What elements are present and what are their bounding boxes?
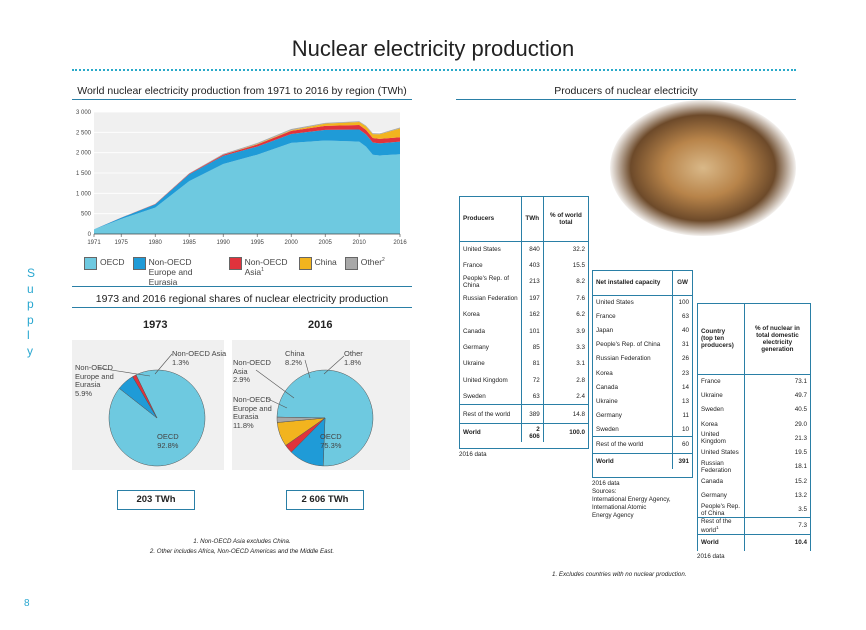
table-rest-row bbox=[698, 517, 810, 534]
table-row bbox=[460, 356, 588, 372]
table-cell: Ukraine bbox=[596, 397, 618, 405]
table-header-row bbox=[460, 197, 588, 241]
legend-item bbox=[345, 257, 385, 287]
table-cell: United States bbox=[701, 449, 739, 457]
t3-note: 2016 data bbox=[697, 553, 725, 560]
page-number: 8 bbox=[24, 598, 30, 609]
table-cell: 2 606 bbox=[521, 423, 543, 441]
table-cell: Korea bbox=[596, 369, 613, 377]
legend-swatch bbox=[299, 257, 312, 270]
legend-label: Other$^2$ bbox=[360, 257, 385, 267]
table-row bbox=[460, 307, 588, 323]
table-cell: United States bbox=[596, 298, 634, 306]
table-share bbox=[697, 303, 811, 551]
legend-swatch bbox=[133, 257, 146, 270]
y-tick-label: 1 000 bbox=[75, 191, 91, 198]
x-tick-label: 1975 bbox=[114, 240, 128, 246]
table-cell: 100 bbox=[673, 295, 692, 309]
pie1-total: 203 TWh bbox=[117, 490, 195, 510]
table-row bbox=[698, 417, 810, 431]
legend-swatch bbox=[345, 257, 358, 270]
table-cell: 162 bbox=[521, 307, 543, 323]
table-cell: Sweden bbox=[463, 392, 486, 400]
legend-swatch bbox=[229, 257, 242, 270]
table-cell: 72 bbox=[521, 372, 543, 388]
table-row bbox=[460, 274, 588, 290]
table-world-row bbox=[698, 534, 810, 550]
table-row bbox=[460, 323, 588, 339]
legend-item bbox=[229, 257, 291, 287]
table-cell: 7.3 bbox=[744, 517, 810, 534]
pie2-label-other: Other 1.8% bbox=[344, 349, 363, 367]
table-cell: Russian Federation bbox=[463, 294, 518, 302]
x-tick-label: 2010 bbox=[352, 240, 366, 246]
table-row bbox=[593, 366, 692, 380]
x-tick-label: 1971 bbox=[87, 240, 101, 246]
pie-note-2: 2. Other includes Africa, Non-OECD Americas and the Middle East. bbox=[149, 548, 335, 555]
table-cell: Rest of the world bbox=[593, 437, 673, 453]
table-cell: 3.1 bbox=[543, 356, 588, 372]
table-cell: 63 bbox=[673, 309, 692, 323]
legend-item bbox=[299, 257, 337, 287]
table-row bbox=[460, 372, 588, 388]
side-label-letter: p bbox=[27, 297, 34, 311]
table-world-row bbox=[593, 453, 692, 469]
table-cell: Ukraine bbox=[463, 360, 485, 368]
table-row bbox=[593, 423, 692, 437]
table-row bbox=[698, 374, 810, 388]
table-cell: Canada bbox=[701, 477, 724, 485]
pie2-label-asia: Non-OECD Asia 2.9% bbox=[233, 358, 271, 384]
table-cell: Canada bbox=[596, 383, 619, 391]
table-header-cell: TWh bbox=[521, 197, 543, 241]
table-cell: 11 bbox=[673, 409, 692, 423]
table-row bbox=[460, 339, 588, 355]
table-cell: 10 bbox=[673, 423, 692, 437]
table-row bbox=[593, 323, 692, 337]
table-cell: People's Rep. of China bbox=[463, 274, 510, 289]
pie1-label-asia: Non-OECD Asia 1.3% bbox=[172, 349, 227, 367]
table-cell: 391 bbox=[673, 453, 692, 469]
table-cell: Germany bbox=[701, 492, 727, 500]
table-row bbox=[593, 380, 692, 394]
table-cell: World bbox=[460, 423, 521, 441]
table-cell: 7.6 bbox=[543, 290, 588, 306]
table-header-row bbox=[698, 304, 810, 374]
table-cell: Korea bbox=[463, 311, 480, 319]
x-tick-label: 1980 bbox=[148, 240, 162, 246]
pie-section-title-rule bbox=[72, 307, 412, 308]
table-header-cell: GW bbox=[673, 271, 692, 295]
table-cell: Japan bbox=[596, 326, 614, 334]
table-cell: Germany bbox=[463, 344, 489, 352]
table-header-cell: % of nuclear in total domestic electricity generation bbox=[744, 304, 810, 374]
x-tick-label: 2005 bbox=[318, 240, 332, 246]
chandelier-photo bbox=[610, 100, 796, 236]
table-header-row bbox=[593, 271, 692, 295]
table-cell: 19.5 bbox=[744, 445, 810, 459]
table-row bbox=[593, 309, 692, 323]
table-cell: 81 bbox=[521, 356, 543, 372]
table-cell: 13 bbox=[673, 394, 692, 408]
table-cell: 13.2 bbox=[744, 488, 810, 502]
table-cell: 18.1 bbox=[744, 460, 810, 474]
table-cell: 14.8 bbox=[543, 405, 588, 423]
y-tick-label: 500 bbox=[80, 211, 91, 218]
area-chart-title-rule bbox=[72, 99, 412, 100]
legend-item bbox=[133, 257, 221, 287]
table-header-cell: Country (top ten producers) bbox=[698, 304, 744, 374]
table-cell: 213 bbox=[521, 274, 543, 290]
table-rest-row bbox=[460, 405, 588, 423]
table-cell: United Kingdom bbox=[463, 376, 508, 384]
table-cell: World bbox=[593, 453, 673, 469]
y-tick-label: 2 500 bbox=[75, 130, 91, 137]
table-cell: 10.4 bbox=[744, 534, 810, 550]
table-row bbox=[460, 257, 588, 273]
table-cell: Sweden bbox=[701, 406, 724, 414]
table-cell: Sweden bbox=[596, 426, 619, 434]
side-label-letter: l bbox=[27, 328, 30, 342]
legend-label: China bbox=[314, 257, 337, 267]
y-tick-label: 0 bbox=[87, 232, 91, 238]
table-cell: Rest of the world$^1$ bbox=[698, 517, 744, 534]
producers-title-rule bbox=[456, 99, 796, 100]
pie-note-1: 1. Non-OECD Asia excludes China. bbox=[193, 538, 291, 545]
legend-swatch bbox=[84, 257, 97, 270]
y-tick-label: 3 000 bbox=[75, 110, 91, 116]
table-cell: 32.2 bbox=[543, 241, 588, 257]
area-chart bbox=[72, 104, 412, 254]
table-producers bbox=[459, 196, 589, 449]
pie2-total: 2 606 TWh bbox=[286, 490, 364, 510]
table-row bbox=[698, 474, 810, 488]
table-cell: 40 bbox=[673, 323, 692, 337]
table-cell: 49.7 bbox=[744, 388, 810, 402]
table-cell: 101 bbox=[521, 323, 543, 339]
table-rest-row bbox=[593, 437, 692, 453]
table-cell: 23 bbox=[673, 366, 692, 380]
table-cell: France bbox=[701, 377, 721, 385]
y-tick-label: 1 500 bbox=[75, 171, 91, 177]
x-tick-label: 2016 bbox=[393, 240, 407, 246]
table-row bbox=[698, 431, 810, 445]
table-cell: 2.4 bbox=[543, 389, 588, 405]
table-header-cell: Net installed capacity bbox=[593, 271, 673, 295]
table-cell: 15.2 bbox=[744, 474, 810, 488]
t1-note: 2016 data bbox=[459, 451, 487, 458]
table-cell: 73.1 bbox=[744, 374, 810, 388]
table-cell: 2.8 bbox=[543, 372, 588, 388]
table-cell: 63 bbox=[521, 389, 543, 405]
pie-year-1973: 1973 bbox=[143, 319, 168, 331]
table-row bbox=[593, 409, 692, 423]
table-cell: World bbox=[698, 534, 744, 550]
side-label-letter: p bbox=[27, 312, 34, 327]
table-row bbox=[460, 290, 588, 306]
table-cell: 8.2 bbox=[543, 274, 588, 290]
page-title: Nuclear electricity production bbox=[291, 36, 575, 61]
title-divider bbox=[72, 69, 796, 71]
x-tick-label: 1985 bbox=[182, 240, 196, 246]
table-world-row bbox=[460, 423, 588, 441]
table-header-cell: % of world total bbox=[543, 197, 588, 241]
table-cell: Russian Federation bbox=[596, 355, 651, 363]
table-cell: France bbox=[463, 262, 483, 270]
legend-label: Non-OECD Asia$^1$ bbox=[244, 257, 288, 277]
pie1-label-oecd: OECD 92.8% bbox=[157, 432, 179, 450]
table-row bbox=[460, 241, 588, 257]
legend-item bbox=[84, 257, 125, 287]
table-row bbox=[698, 460, 810, 474]
table-cell: Rest of the world bbox=[460, 405, 521, 423]
x-tick-label: 1995 bbox=[250, 240, 264, 246]
table-row bbox=[593, 338, 692, 352]
table-header-cell: Producers bbox=[460, 197, 521, 241]
table-row bbox=[593, 352, 692, 366]
legend-label: OECD bbox=[100, 257, 125, 267]
table-row bbox=[698, 445, 810, 459]
table-cell: United States bbox=[463, 245, 501, 253]
table-cell: 29.0 bbox=[744, 417, 810, 431]
table-cell: 14 bbox=[673, 380, 692, 394]
table-cell: United Kingdom bbox=[701, 431, 726, 446]
table-row bbox=[698, 403, 810, 417]
table-cell: 3.9 bbox=[543, 323, 588, 339]
table-cell: 21.3 bbox=[744, 431, 810, 445]
table-cell: 31 bbox=[673, 338, 692, 352]
table-cell: 60 bbox=[673, 437, 692, 453]
table-cell: 6.2 bbox=[543, 307, 588, 323]
producers-title: Producers of nuclear electricity bbox=[554, 85, 698, 97]
area-chart-legend bbox=[84, 257, 414, 287]
pie-year-2016: 2016 bbox=[308, 319, 333, 331]
table-cell: 389 bbox=[521, 405, 543, 423]
table-row bbox=[698, 503, 810, 518]
t2-note: 2016 data Sources: International Energy Agency, International Atomic Energy Agency bbox=[592, 480, 671, 519]
x-tick-label: 2000 bbox=[284, 240, 298, 246]
side-label-letter: u bbox=[27, 281, 34, 296]
table-cell: People's Rep. of China bbox=[701, 502, 741, 517]
table-row bbox=[698, 388, 810, 402]
table-capacity bbox=[592, 270, 693, 478]
table-cell: Korea bbox=[701, 420, 718, 428]
table-cell: Ukraine bbox=[701, 391, 723, 399]
side-label-letter: S bbox=[27, 266, 36, 280]
table-cell: 3.3 bbox=[543, 339, 588, 355]
table-cell: 840 bbox=[521, 241, 543, 257]
table-cell: 15.5 bbox=[543, 257, 588, 273]
table-cell: 100.0 bbox=[543, 423, 588, 441]
pie2-label-china: China 8.2% bbox=[285, 349, 305, 367]
area-chart-title: World nuclear electricity production from 1971 to 2016 by region (TWh) bbox=[77, 85, 407, 97]
x-tick-label: 1990 bbox=[216, 240, 230, 246]
y-tick-label: 2 000 bbox=[75, 150, 91, 157]
table-cell: 197 bbox=[521, 290, 543, 306]
table-cell: People's Rep. of China bbox=[596, 341, 661, 349]
table-cell: Germany bbox=[596, 412, 622, 420]
table-row bbox=[460, 389, 588, 405]
table-cell: Canada bbox=[463, 327, 486, 335]
table-cell: 26 bbox=[673, 352, 692, 366]
table-row bbox=[593, 394, 692, 408]
table-cell: 3.5 bbox=[744, 503, 810, 518]
pie-section-title: 1973 and 2016 regional shares of nuclear electricity production bbox=[95, 293, 389, 305]
producers-footnote: 1. Excludes countries with no nuclear production. bbox=[552, 571, 687, 578]
table-row bbox=[698, 488, 810, 502]
legend-label: Non-OECD Europe and Eurasia bbox=[148, 257, 193, 287]
pie2-label-neu: Non-OECD Europe and Eurasia 11.8% bbox=[233, 395, 272, 430]
table-cell: 85 bbox=[521, 339, 543, 355]
table-cell: France bbox=[596, 312, 616, 320]
table-cell: Russian Federation bbox=[701, 459, 732, 474]
table-cell: 403 bbox=[521, 257, 543, 273]
side-label-letter: y bbox=[27, 343, 33, 358]
pie-section-top-rule bbox=[72, 286, 412, 287]
table-row bbox=[593, 295, 692, 309]
table-cell: 40.5 bbox=[744, 403, 810, 417]
pie2-label-oecd: OECD 75.3% bbox=[320, 432, 342, 450]
pie1-label-neu: Non-OECD Europe and Eurasia 5.9% bbox=[75, 363, 114, 398]
